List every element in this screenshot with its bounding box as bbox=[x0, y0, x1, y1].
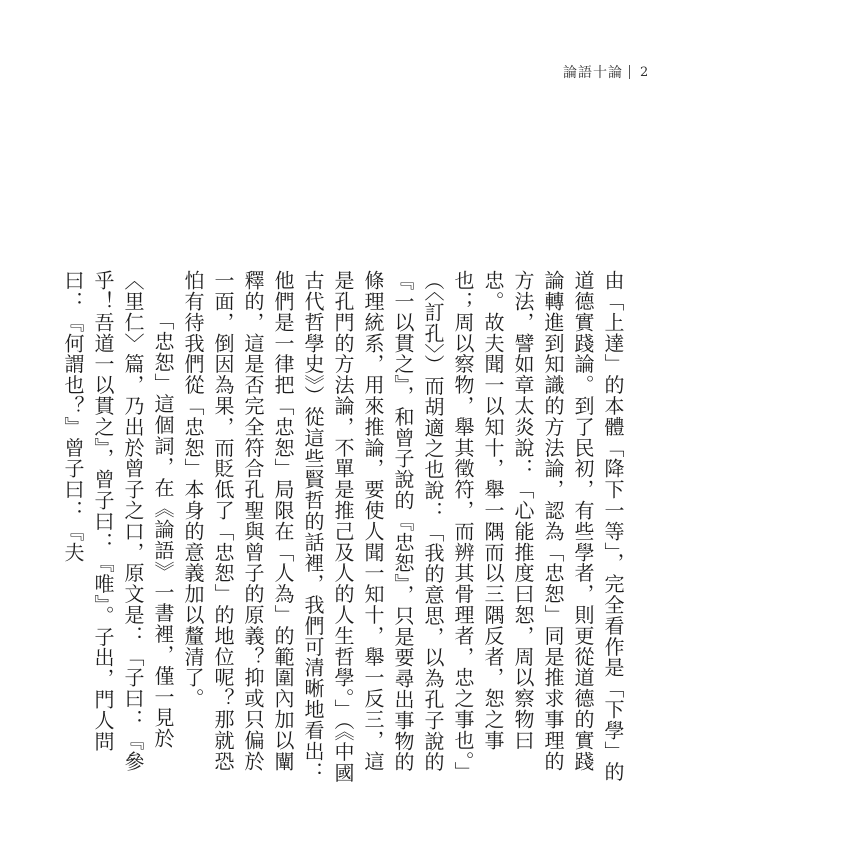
running-head bbox=[563, 62, 649, 82]
paragraph: 「忠恕」這個詞，在《論語》一書裡，僅一見於〈里仁〉篇，乃出於曾子之口，原文是：「子曰：『參乎！吾道一以貫之』，曾子曰：『唯』。子出，門人問曰：『何謂也？』曾子曰：『夫 bbox=[61, 270, 175, 772]
paragraph: 由「上達」的本體「降下一等」，完全看作是「下學」的道德實踐論。到了民初，有些學者，則更從道德的實踐論轉進到知識的方法論，認為「忠恕」同是推求事理的方法，譬如章太炎說：「心能推度曰恕，周以察物曰忠。故夫聞一以知十，舉一隅而以三隅反者，恕之事也；周以察物，舉其徵符，而辨其骨理者，忠之事也。」（〈訂孔〉）而胡適之也說：「我的意思，以為孔子說的『一以貫之』，和曾子說的『忠恕』，只是要尋出事物的條理統系，用來推論，要使人聞一知十，舉一反三，這是孔門的方法論，不單是推己及人的人生哲學。」（《中國古代哲學史》）從這些賢哲的話裡，我們可清晰地看出：他們是一律把「忠恕」局限在「人為」的範圍內加以闡釋的，這是否完全符合孔聖與曾子的原義？抑或只偏於一面，倒因為果，而貶低了「忠恕」的地位呢？那就恐怕有待我們從「忠恕」本身的意義加以釐清了。 bbox=[181, 270, 625, 784]
page-number: 2 bbox=[640, 64, 650, 80]
body-text bbox=[58, 270, 628, 785]
header-divider bbox=[629, 65, 630, 79]
book-title: 論語十論 bbox=[563, 65, 623, 81]
